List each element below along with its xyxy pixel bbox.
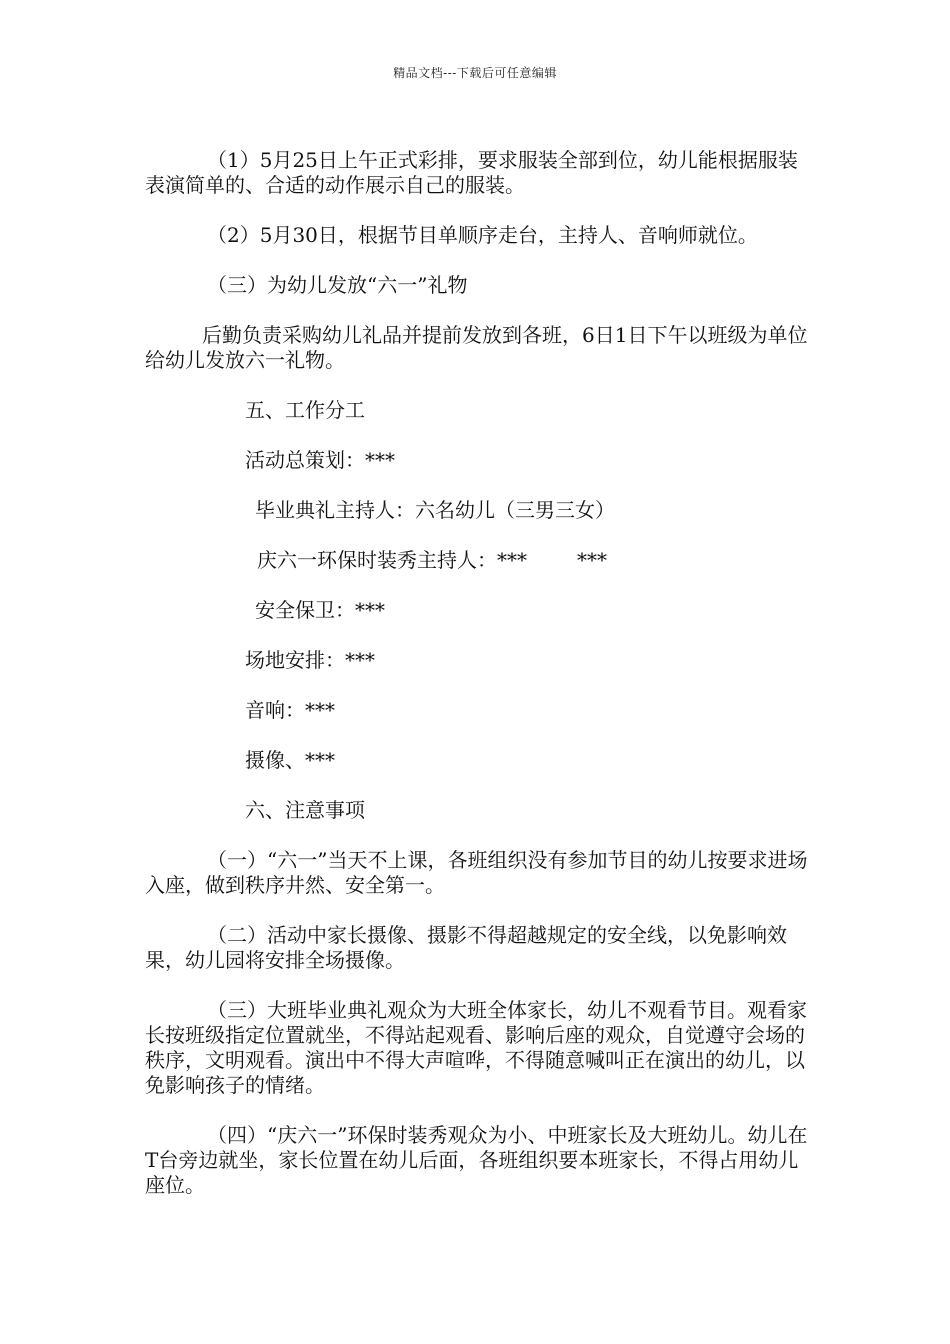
document-body: [145, 148, 815, 1223]
note-two: （二）活动中家长摄像、摄影不得超越规定的安全线，以免影响效果，幼儿园将安排全场摄像。: [145, 923, 787, 972]
fashion-host-second: ***: [577, 548, 607, 572]
section-division-heading: 五、工作分工: [245, 398, 365, 422]
note-four: （四）“庆六一”环保时装秀观众为小、中班家长及大班幼儿。幼儿在T台旁边就坐，家长位置在幼儿后面，各班组织要本班家长，不得占用幼儿座位。: [145, 1123, 808, 1197]
division-camera: 摄像、***: [245, 748, 335, 772]
note-three: （三）大班毕业典礼观众为大班全体家长，幼儿不观看节目。观看家长按班级指定位置就坐，不得站起观看、影响后座的观众，自觉遵守会场的秩序，文明观看。演出中不得大声喧哗，不得随意喊叫正在演出的幼儿，以免影响孩子的情绪。: [145, 998, 807, 1097]
paragraph-gifts: 后勤负责采购幼儿礼品并提前发放到各班，6日1日下午以班级为单位给幼儿发放六一礼物。: [145, 323, 808, 372]
note-one: （一）“六一”当天不上课，各班组织没有参加节目的幼儿按要求进场入座，做到秩序井然、安全第一。: [145, 848, 808, 897]
section-notes-heading: 六、注意事项: [245, 798, 365, 822]
division-venue: 场地安排：***: [245, 648, 375, 672]
section-gifts-heading: （三）为幼儿发放“六一”礼物: [207, 273, 468, 297]
page-header: 精品文档---下载后可任意编辑: [393, 66, 557, 80]
division-sound: 音响：***: [245, 698, 335, 722]
paragraph-rehearsal: （1）5月25日上午正式彩排，要求服装全部到位，幼儿能根据服装表演简单的、合适的动作展示自己的服装。: [145, 148, 798, 197]
fashion-host-label: 庆六一环保时装秀主持人：***: [257, 548, 527, 572]
division-graduation-host: 毕业典礼主持人：六名幼儿（三男三女）: [255, 498, 615, 522]
division-planner: 活动总策划：***: [245, 448, 395, 472]
division-security: 安全保卫：***: [255, 598, 385, 622]
division-fashion-host: [145, 548, 815, 573]
paragraph-walkthrough: （2）5月30日，根据节目单顺序走台，主持人、音响师就位。: [207, 223, 758, 247]
